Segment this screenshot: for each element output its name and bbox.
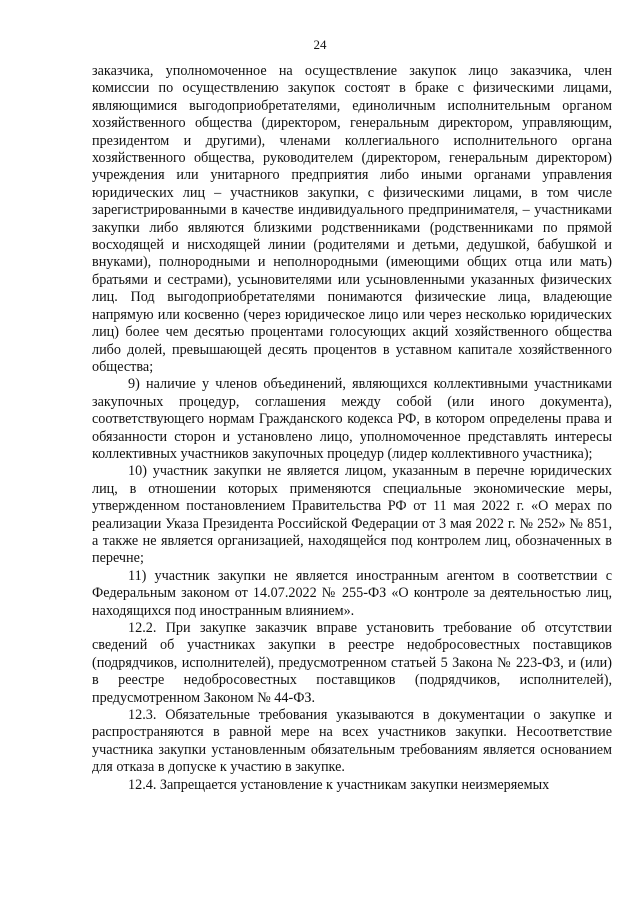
paragraph-12-4: 12.4. Запрещается установление к участникам закупки неизмеряемых (128, 776, 550, 793)
paragraph-item-11: 11) участник закупки не является иностранным агентом в соответствии с Федеральным законом от 14.07.2022 № 255-ФЗ «О контроле за деятельностью лиц, находящихся под иностранным влиянием». (92, 567, 612, 619)
document-body (92, 63, 612, 794)
paragraph-item-9: 9) наличие у членов объединений, являющихся коллективными участниками закупочных процедур, соглашения между собой (или иного документа), соответствующего нормам Гражданского кодекса РФ, в котором определены права и обязанности сторон и установлено лицо, уполномоченное представлять интересы коллективных участников закупочных процедур (лидер коллективного участника); (92, 376, 612, 462)
paragraph-12-2: 12.2. При закупке заказчик вправе установить требование об отсутствии сведений об участниках закупки в реестре недобросовестных поставщиков (подрядчиков, исполнителей), предусмотренном статьей 5 Закона № 223-ФЗ, и (или) в реестре недобросовестных поставщиков (подрядчиков, исполнителей), предусмотренном Законом № 44-ФЗ. (92, 620, 612, 706)
paragraph-12-3: 12.3. Обязательные требования указываются в документации о закупке и распространяются в равной мере на всех участников закупки. Несоответствие участника закупки установленным обязательным требованиям является основанием для отказа в допуске к участию в закупке. (92, 707, 612, 776)
paragraph-item-10: 10) участник закупки не является лицом, указанным в перечне юридических лиц, в отношении которых применяются специальные экономические меры, утвержденном постановлением Правительства РФ от 11 мая 2022 г. «О мерах по реализации Указа Президента Российской Федерации от 3 мая 2022 г. № 252» № 851, а также не является организацией, находящейся под контролем лиц, обозначенных в перечне; (92, 463, 612, 567)
page-number: 24 (313, 37, 327, 52)
paragraph-continuation: заказчика, уполномоченное на осуществление закупок лицо заказчика, член комиссии по осуществлению закупок состоят в браке с физическими лицами, являющимися выгодоприобретателями, единоличным исполнительным органом хозяйственного общества (директором, генеральным директором, управляющим, президентом и другими), членами коллегиального исполнительного органа хозяйственного общества, руководителем (директором, генеральным директором) учреждения или унитарного предприятия либо иными органами управления юридических лиц – участников закупки, с физическими лицами, в том числе зарегистрированными в качестве индивидуального предпринимателя, – участниками закупки либо являются близкими родственниками (родственниками по прямой восходящей и нисходящей линии (родителями и детьми, дедушкой, бабушкой и внуками), полнородными и неполнородными (имеющими общих отца или мать) братьями и сестрами), усыновителями или усыновленными указанных физических лиц. Под выгодоприобретателями понимаются физические лица, владеющие напрямую или косвенно (через юридическое лицо или через несколько юридических лиц) более чем десятью процентами голосующих акций хозяйственного общества либо долей, превышающей десять процентов в уставном капитале хозяйственного общества; (92, 63, 612, 375)
